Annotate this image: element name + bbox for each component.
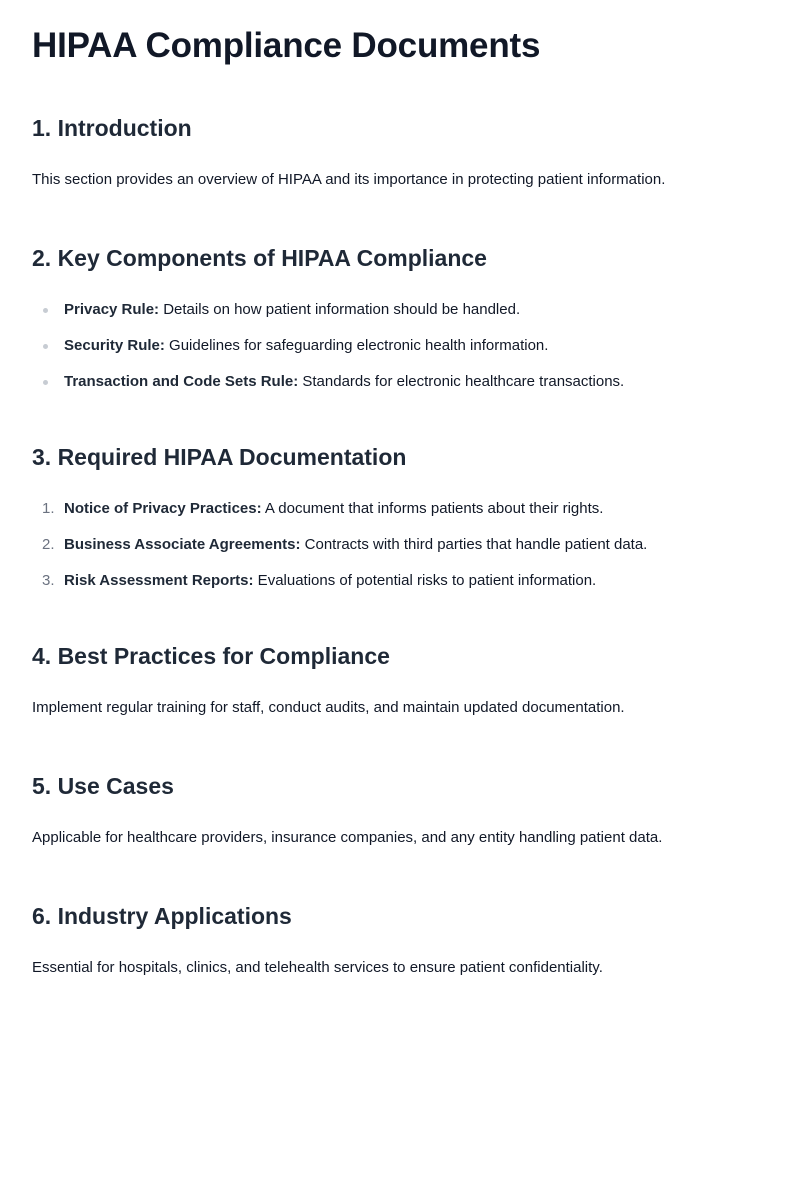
list-item-term: Security Rule: [64,337,165,354]
list-item [32,372,768,392]
industry-applications-text: Essential for hospitals, clinics, and telehealth services to ensure patient confidentiality. [32,959,603,976]
list-number: 2. [42,536,55,553]
list-item [32,499,768,519]
list-item-desc: Details on how patient information should be handled. [159,301,521,318]
best-practices-text: Implement regular training for staff, conduct audits, and maintain updated documentation. [32,699,625,716]
list-item [32,300,768,320]
list-item-desc: Contracts with third parties that handle patient data. [300,536,648,553]
required-documentation-list [32,499,768,591]
list-item-desc: Standards for electronic healthcare transactions. [298,373,625,390]
section-heading-use-cases: 5. Use Cases [32,773,174,799]
list-item-term: Notice of Privacy Practices: [64,500,262,517]
section-heading-best-practices: 4. Best Practices for Compliance [32,643,390,669]
page-title: HIPAA Compliance Documents [32,26,541,65]
list-number: 3. [42,572,55,589]
list-item-term: Privacy Rule: [64,301,160,318]
bullet-icon [43,308,48,313]
list-item-desc: A document that informs patients about their rights. [261,500,604,517]
use-cases-text: Applicable for healthcare providers, insurance companies, and any entity handling patient data. [32,829,663,846]
bullet-icon [43,380,48,385]
list-number: 1. [42,500,55,517]
section-heading-industry-applications: 6. Industry Applications [32,903,292,929]
list-item-desc: Guidelines for safeguarding electronic health information. [164,337,549,354]
list-item [32,571,768,591]
list-item-term: Transaction and Code Sets Rule: [64,373,299,390]
introduction-text: This section provides an overview of HIPAA and its importance in protecting patient information. [32,171,666,188]
list-item [32,336,768,356]
list-item [32,535,768,555]
section-heading-required-documentation: 3. Required HIPAA Documentation [32,444,407,470]
bullet-icon [43,344,48,349]
list-item-desc: Evaluations of potential risks to patient information. [253,572,597,589]
list-item-term: Risk Assessment Reports: [64,572,254,589]
list-item-term: Business Associate Agreements: [64,536,301,553]
section-heading-key-components: 2. Key Components of HIPAA Compliance [32,245,487,271]
section-heading-introduction: 1. Introduction [32,115,192,141]
key-components-list [32,300,768,392]
